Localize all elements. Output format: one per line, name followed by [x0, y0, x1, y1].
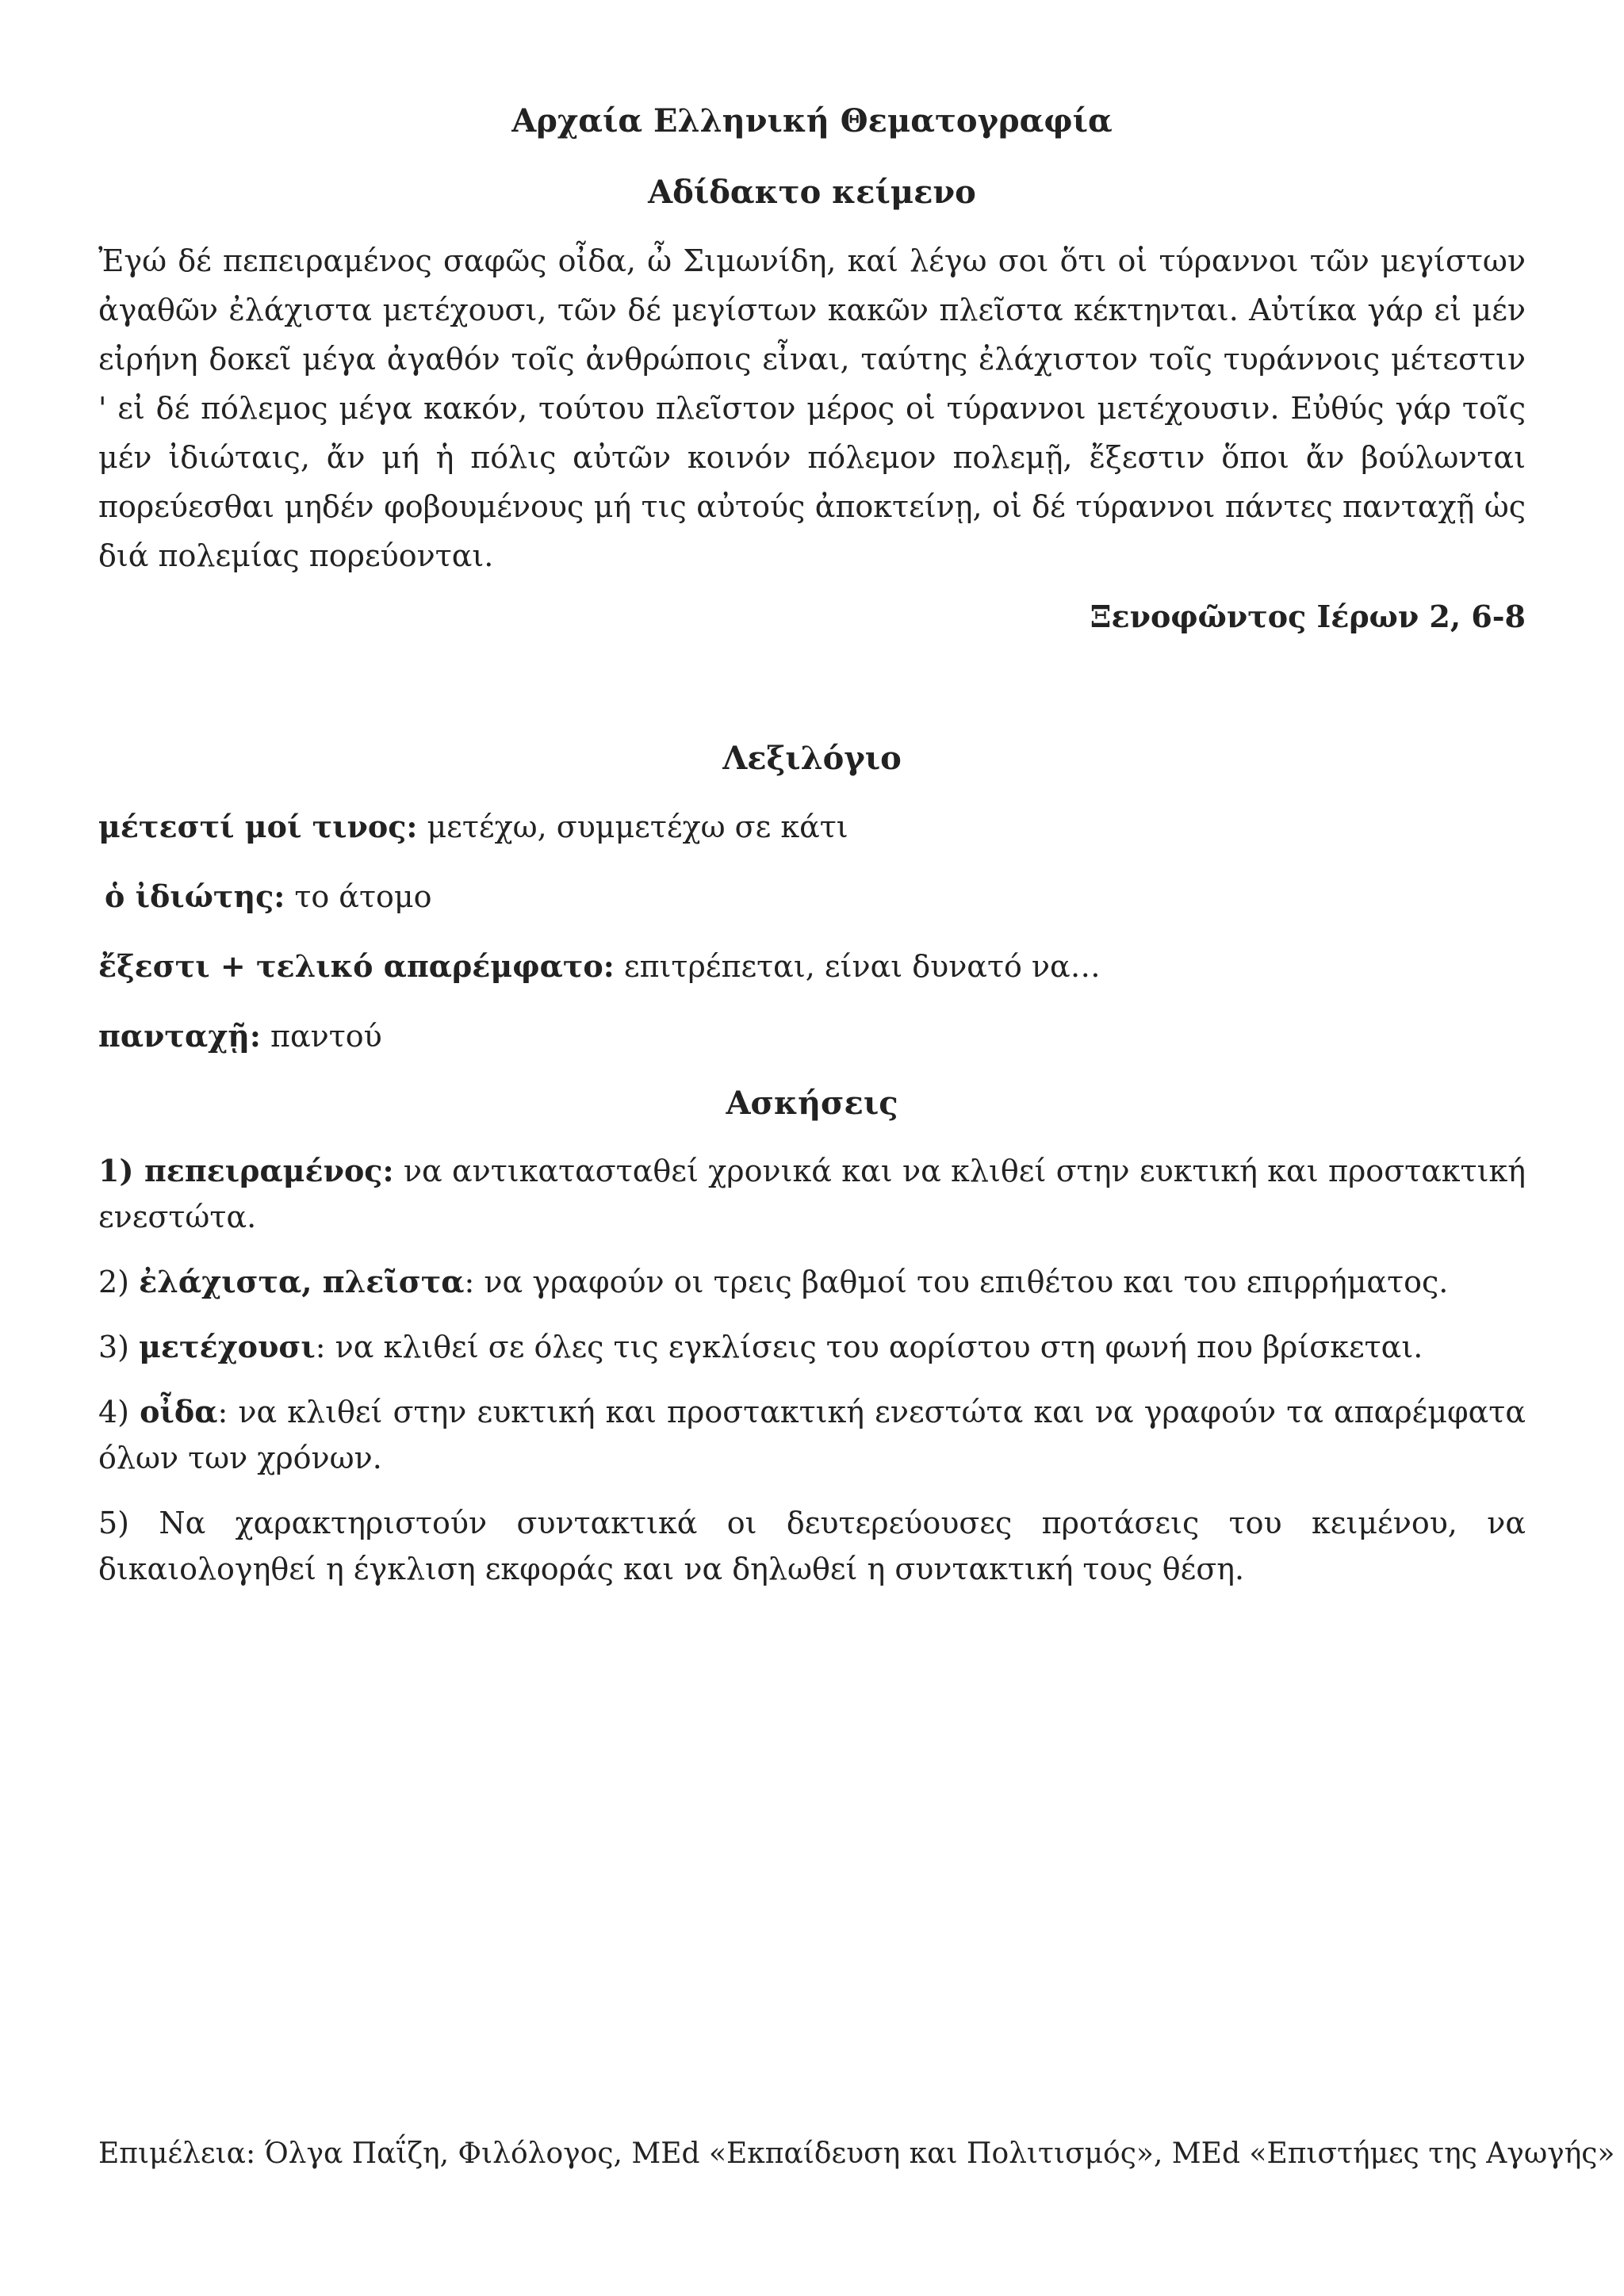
exercise-text: : να γραφούν οι τρεις βαθμοί του επιθέτου και του επιρρήματος. [464, 1265, 1449, 1299]
vocabulary-item [98, 947, 1526, 1016]
exercise-term: 1) πεπειραμένος: [98, 1153, 394, 1188]
exercise-term: ἐλάχιστα, πλεῖστα [139, 1264, 465, 1299]
document-title: Αρχαία Ελληνική Θεματογραφία [511, 102, 1113, 140]
vocabulary-term: ἔξεστι + τελικό απαρέμφατο: [98, 948, 615, 984]
vocabulary-term: ὁ ἰδιώτης: [105, 878, 285, 914]
exercise-prefix: 5) Να χαρακτηριστούν συντακτικά οι δευτερεύουσες προτάσεις του κειμένου, να δικαιολογηθεί η έγκλιση εκφοράς και να δηλωθεί η συντακτική τους θέση. [98, 1506, 1526, 1586]
exercise-term: οἶδα [140, 1394, 218, 1429]
vocabulary-heading: Λεξιλόγιο [722, 740, 902, 777]
exercise-prefix: 4) [98, 1395, 140, 1429]
exercise-item [98, 1500, 1526, 1592]
vocabulary-item [98, 807, 1526, 877]
exercises-heading: Ασκήσεις [726, 1085, 898, 1122]
exercise-item [98, 1259, 1526, 1305]
author-credit-footer: Επιμέλεια: Όλγα Παΐζη, Φιλόλογος, MEd «Εκπαίδευση και Πολιτισμός», MEd «Επιστήμες της Αγωγής» [98, 2137, 1615, 2170]
ancient-text-passage: Ἐγώ δέ πεπειραμένος σαφῶς οἶδα, ὦ Σιμωνίδη, καί λέγω σοι ὅτι οἱ τύραννοι τῶν μεγίστων ἀγαθῶν ἐλάχιστα μετέχουσι, τῶν δέ μεγίστων κακῶν πλεῖστα κέκτηνται. Αὐτίκα γάρ εἰ μέν εἰρήνη δοκεῖ μέγα ἀγαθόν τοῖς ἀνθρώποις εἶναι, ταύτης ἐλάχιστον τοῖς τυράννοις μέτεστιν ' εἰ δέ πόλεμος μέγα κακόν, τούτου πλεῖστον μέρος οἱ τύραννοι μετέχουσιν. Εὐθύς γάρ τοῖς μέν ἰδιώταις, ἄν μή ἡ πόλις αὐτῶν κοινόν πόλεμον πολεμῇ, ἔξεστιν ὅποι ἄν βούλωνται πορεύεσθαι μηδέν φοβουμένους μή τις αὐτούς ἀποκτείνῃ, οἱ δέ τύραννοι πάντες πανταχῇ ὡς διά πολεμίας πορεύονται. [98, 243, 1526, 573]
exercise-term: μετέχουσι [139, 1329, 316, 1364]
exercise-text: να αντικατασταθεί χρονικά και να κλιθεί στην ευκτική και προστακτική ενεστώτα. [98, 1154, 1526, 1234]
vocabulary-item [98, 877, 1526, 947]
vocabulary-list [98, 807, 1526, 1086]
document-page [98, 0, 1615, 2296]
exercise-item [98, 1148, 1526, 1240]
exercise-item [98, 1324, 1526, 1370]
passage-source: Ξενοφῶντος Ιέρων 2, 6-8 [1090, 599, 1526, 634]
exercises-list [98, 1148, 1526, 1611]
vocabulary-definition: επιτρέπεται, είναι δυνατό να… [614, 949, 1101, 984]
vocabulary-definition: το άτομο [285, 879, 432, 914]
exercise-item [98, 1389, 1526, 1481]
vocabulary-term: πανταχῇ: [98, 1018, 261, 1054]
exercise-prefix: 3) [98, 1330, 140, 1364]
vocabulary-term: μέτεστί μοί τινος: [98, 809, 418, 844]
exercise-text: : να κλιθεί σε όλες τις εγκλίσεις του αορίστου στη φωνή που βρίσκεται. [315, 1330, 1423, 1364]
exercise-text: : να κλιθεί στην ευκτική και προστακτική ενεστώτα και να γραφούν τα απαρέμφατα όλων των χρόνων. [98, 1395, 1526, 1475]
vocabulary-item [98, 1016, 1526, 1086]
exercise-prefix: 2) [98, 1265, 140, 1299]
document-subtitle: Αδίδακτο κείμενο [648, 174, 976, 211]
vocabulary-definition: μετέχω, συμμετέχω σε κάτι [417, 809, 848, 844]
vocabulary-definition: παντού [260, 1019, 382, 1054]
